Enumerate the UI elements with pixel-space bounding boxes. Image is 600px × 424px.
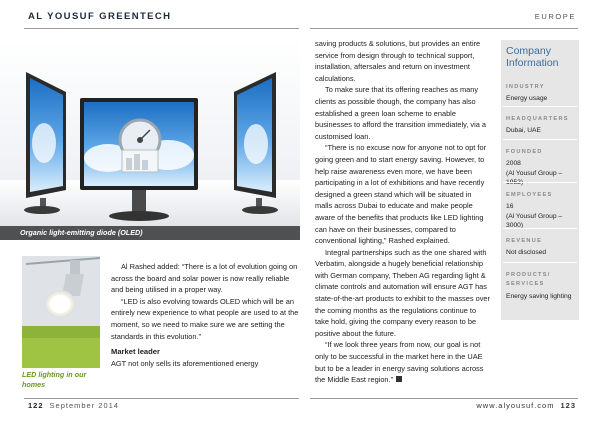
sidebar-industry bbox=[506, 84, 576, 104]
end-mark-icon bbox=[396, 376, 402, 382]
page-number-right: 123 bbox=[560, 401, 576, 410]
paragraph: To make sure that its offering reaches as many clients as possible though, the company has also established a green loan scheme to enable businesses to afford the transition immediately, via a customised loan. bbox=[315, 85, 487, 141]
sidebar-divider bbox=[503, 139, 577, 140]
paragraph: saving products & solutions, but provides an entire service from design through to technical support, installation, aftersales and return on investment calculations. bbox=[315, 39, 481, 83]
sidebar-divider bbox=[503, 228, 577, 229]
led-lamp-illustration bbox=[22, 256, 100, 368]
sidebar-divider bbox=[503, 262, 577, 263]
sidebar-products bbox=[506, 271, 576, 302]
info-value: Energy usage bbox=[506, 95, 548, 102]
info-label: INDUSTRY bbox=[506, 84, 545, 90]
paragraph: Integral partnerships such as the one shared with Verbatim, alongside a hugely beneficial relationship with German company, Theben AG regarding light & climate controls and automation will ensure AGT has state-of-the-art products to exhibit to the masses over the coming months as the regulations continue to take hold, giving the company every reason to be positive about the future. bbox=[315, 247, 490, 338]
sidebar-title: Company Information bbox=[506, 45, 559, 69]
sidebar-divider bbox=[503, 182, 577, 183]
info-label: REVENUE bbox=[506, 238, 543, 244]
paragraph: “LED is also evolving towards OLED which will be an entirely new experience to what people are used to at the moment, so we need to make sure we are setting the standards in this evolution.” bbox=[111, 296, 299, 341]
info-value: (Al Yousuf Group – 3000) bbox=[506, 212, 563, 230]
sidebar-divider bbox=[503, 106, 577, 107]
sidebar-employees bbox=[506, 192, 576, 231]
paragraph-final bbox=[315, 339, 490, 385]
info-label: HEADQUARTERS bbox=[506, 116, 569, 122]
page-number-left: 122 bbox=[28, 401, 44, 410]
sidebar-headquarters bbox=[506, 116, 576, 136]
info-label: FOUNDED bbox=[506, 149, 543, 155]
paragraph: Al Rashed added: “There is a lot of evolution going on across the board and solar power is now really reliable and being utilised in a proper way. bbox=[111, 262, 298, 295]
final-paragraph-text: “If we look three years from now, our goal is not only to be successful in the market here in the UAE but to be a leader in energy saving solutions across the Middle East region.” bbox=[315, 340, 484, 385]
info-value: Energy saving lighting bbox=[506, 293, 572, 300]
info-label: EMPLOYEES bbox=[506, 192, 553, 198]
info-value: (Al Yousuf Group – 1952) bbox=[506, 169, 563, 187]
info-value: Dubai, UAE bbox=[506, 127, 541, 134]
website-url: www.alyousuf.com bbox=[476, 401, 555, 410]
info-value: 16 bbox=[506, 203, 514, 210]
oled-monitors-illustration bbox=[0, 40, 300, 240]
section-label: EUROPE bbox=[534, 12, 576, 21]
hero-image bbox=[0, 40, 300, 240]
paragraph: AGT not only sells its aforementioned energy bbox=[111, 358, 259, 368]
led-lighting-photo bbox=[22, 256, 100, 368]
info-label: PRODUCTS/ SERVICES bbox=[506, 272, 551, 287]
subheading-market-leader: Market leader bbox=[111, 347, 160, 357]
article-column-2 bbox=[315, 38, 490, 386]
info-value: 2008 bbox=[506, 160, 521, 167]
thumb-caption: LED lighting in our homes bbox=[22, 370, 87, 389]
issue-date: September 2014 bbox=[49, 401, 119, 410]
article-column-1 bbox=[111, 261, 303, 369]
hero-caption-bar bbox=[0, 226, 300, 240]
footer-left bbox=[28, 401, 119, 410]
publication-title: AL YOUSUF GREENTECH bbox=[28, 11, 172, 22]
info-value: Not disclosed bbox=[506, 249, 547, 256]
footer-right bbox=[476, 401, 576, 410]
paragraph: “There is no excuse now for anyone not to opt for going green and to start energy saving. However, to help raise awareness even more, we have been participating in a lot of exhibitions and have recently designed a green stand which will be situated in malls across Dubai to educate and make people aware of the benefits that products like LED lighting can have on their businesses, compared to conventional lighting,” Rashed explained. bbox=[315, 143, 487, 246]
hero-caption: Organic light-emitting diode (OLED) bbox=[20, 228, 143, 237]
sidebar-revenue bbox=[506, 238, 576, 258]
